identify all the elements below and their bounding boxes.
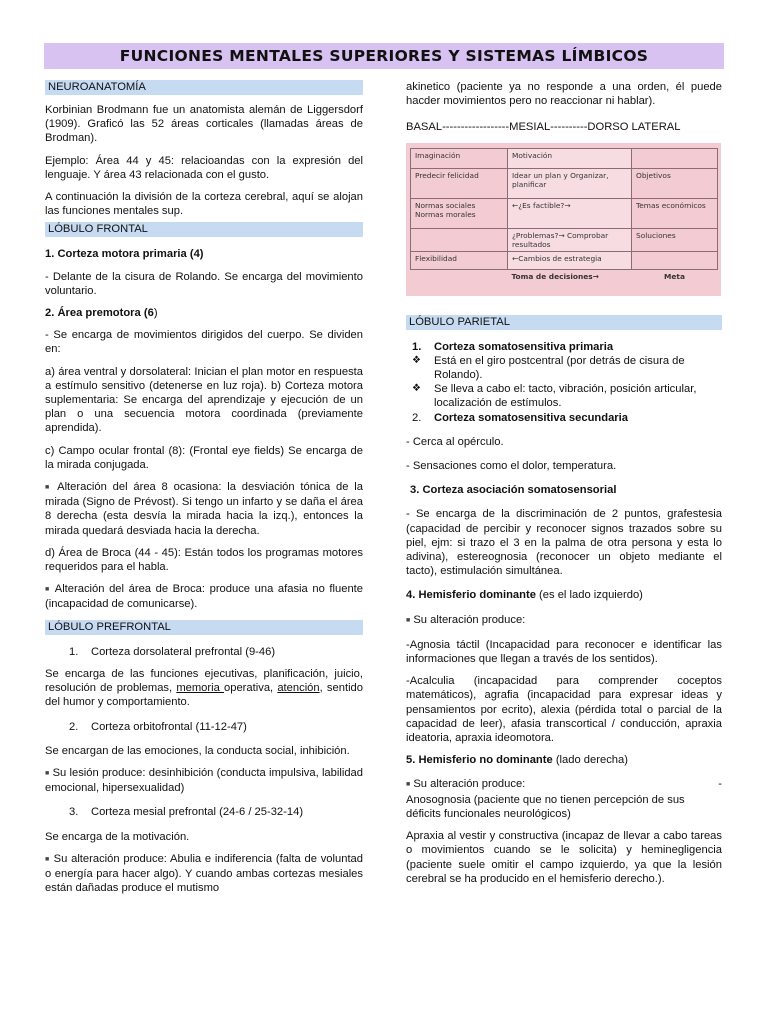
basal-mesial-line: BASAL------------------MESIAL----------DORSO LATERAL [406,121,681,134]
parietal-item-2-text-1: - Cerca al opérculo. [406,435,504,448]
parietal-item-1-bullet-1: ❖ Está en el giro postcentral (por detrás de cisura de Rolando). [412,354,685,382]
diagram-cell: Motivación [508,148,632,168]
page-title: FUNCIONES MENTALES SUPERIORES Y SISTEMAS LÍMBICOS [44,43,724,69]
parietal-item-3-text: - Se encarga de la discriminación de 2 puntos, grafestesia (capacidad de percibir y reconocer signos trazados sobre su piel, ejm: si trazo el 3 en la palma de otra persona y esta lo adivina), estereognosia (reconocer un objeto mediante el tacto), estimulación simultánea. [406,508,722,578]
frontal-item-d: d) Área de Broca (44 - 45): Están todos los programas motores requeridos para el habla. [45,546,363,574]
parietal-item-5-title: 5. Hemisferio no dominante (lado derecha) [406,754,628,767]
right-column [406,80,722,886]
frontal-item-d-alteration: ■ Alteración del área de Broca: produce una afasia no fluente (incapacidad de comunicarse). [45,583,363,611]
diagram-cell [632,148,718,168]
diagram-cell [411,228,508,251]
continuation-text: akinetico (paciente ya no responde a una orden, él puede hacder movimientos pero no reaccionar ni hablar). [406,81,722,108]
parietal-item-5-alteration: ■ Su alteración produce: - Anosognosia (paciente que no tienen percepción de sus déficits funcionales neurológicos) [406,778,722,820]
parietal-item-4-title: 4. Hemisferio dominante (es el lado izquierdo) [406,589,643,602]
section-header-prefrontal: LÓBULO PREFRONTAL [45,620,363,635]
diagram-table [410,148,718,286]
parietal-item-2-title: 2. Corteza somatosensitiva secundaria [412,411,628,424]
prefrontal-diagram-image [406,143,721,296]
frontal-item-1-title: 1. Corteza motora primaria (4) [45,248,204,261]
frontal-item-c-alteration: ■ Alteración del área 8 ocasiona: la desviación tónica de la mirada (Signo de Prévost). Si tengo un infarto y se daña el área 8 derecha (esta desvía la mirada hacia la izq.), entonces la mirada quedará desviada hacia la derecha. [45,481,364,537]
frontal-item-2-ab: a) área ventral y dorsolateral: Inician el plan motor en respuesta a estímulo sensitivo (detenerse en luz roja). b) Corteza motora suplementaria: Se encarga del aprendizaje y ejecución de un plan o una secuencia motora coordinada (previamente aprendida). [45,365,363,435]
frontal-item-2-title: 2. Área premotora (6) [45,307,158,320]
prefrontal-item-2-alteration: ■ Su lesión produce: desinhibición (conducta impulsiva, labilidad emocional, hipersexualidad) [45,766,364,795]
bullet-icon: ■ [45,586,51,594]
diagram-cell: Flexibilidad [411,251,508,269]
bullet-icon: ■ [45,769,50,777]
section-header-neuroanatomia: NEUROANATOMÍA [45,80,363,95]
prefrontal-item-1-title: 1. Corteza dorsolateral prefrontal (9-46) [69,645,276,658]
diagram-cell: Imaginación [411,148,508,168]
left-column [45,80,363,895]
prefrontal-item-2-text: Se encargan de las emociones, la conducta social, inhibición. [45,744,350,757]
diamond-bullet-icon: ❖ [412,383,421,395]
prefrontal-item-3-title: 3. Corteza mesial prefrontal (24-6 / 25-32-14) [69,806,304,819]
diagram-cell: Normas sociales Normas morales [411,198,508,228]
diagram-cell [632,251,718,269]
section-header-frontal: LÓBULO FRONTAL [45,222,363,237]
diagram-cell: ←Cambios de estrategia [508,251,632,269]
parietal-item-4-text-2: -Acalculia (incapacidad para comprender coceptos matemáticos), agrafia (incapacidad para expresar ideas y pensamientos por ecrito), alexia (pérdida total o parcial de la capacidad de leer), afasia transcortical / conducción, apraxia ideatoria, apraxia ideomotora. [406,675,722,745]
bullet-icon: ■ [406,781,411,789]
diagram-cell: Soluciones [632,228,718,251]
neuro-paragraph-2: Ejemplo: Área 44 y 45: relacioandas con la expresión del lenguaje. Y área 43 relacionada con el gusto. [45,154,363,181]
bullet-icon: ■ [406,616,411,624]
diagram-cell [411,269,508,285]
parietal-item-2-text-2: - Sensaciones como el dolor, temperatura. [406,460,617,473]
bullet-icon: ■ [45,855,50,863]
parietal-item-1-title: 1. Corteza somatosensitiva primaria [412,340,614,353]
parietal-item-5-text-2: Apraxia al vestir y constructiva (incapaz de llevar a cabo tareas o movimientos cuando se le solicita) y heminegligencia (paciente suele omitir el campo izquierdo, ya que la lesión cerebral se ha producido en el hemisferio derecho.). [406,830,722,885]
diagram-cell: Temas económicos [632,198,718,228]
neuro-paragraph-3: A continuación la división de la corteza cerebral, aquí se alojan las funciones mentales sup. [45,191,363,218]
diagram-cell: ←¿Es factible?→ [508,198,632,228]
diagram-cell: Predecir felicidad [411,168,508,198]
neuro-paragraph-1: Korbinian Brodmann fue un anatomista alemán de Liggersdorf (1909). Graficó las 52 áreas corticales (llamadas áreas de Brodman). [45,104,363,145]
frontal-item-1-text: - Delante de la cisura de Rolando. Se encarga del movimiento voluntario. [45,270,363,297]
frontal-item-c: c) Campo ocular frontal (8): (Frontal eye fields) Se encarga de la mirada conjugada. [45,444,363,471]
diagram-cell: Idear un plan y Organizar, planificar [508,168,632,198]
frontal-item-2-text: - Se encarga de movimientos dirigidos del cuerpo. Se dividen en: [45,329,363,356]
section-header-parietal: LÓBULO PARIETAL [406,315,722,330]
parietal-item-4-alteration: ■ Su alteración produce: [406,613,526,626]
prefrontal-item-2-title: 2. Corteza orbitofrontal (11-12-47) [69,720,247,733]
prefrontal-item-1-text: Se encarga de las funciones ejecutivas, planificación, juicio, resolución de problemas, memoria operativa, atención, sentido del humor y comportamiento. [45,667,364,709]
parietal-item-1-bullet-2: ❖ Se lleva a cabo el: tacto, vibración, posición articular, localización de estímulos. [412,383,697,410]
bullet-icon: ■ [45,484,52,492]
parietal-item-4-text-1: -Agnosia táctil (Incapacidad para reconocer e identificar las informaciones que llegan a través de los sentidos). [406,638,722,666]
prefrontal-item-3-alteration: ■ Su alteración produce: Abulia e indiferencia (falta de voluntad o energía para hacer algo). Y cuando ambas cortezas mesiales están dañadas produce el mutismo [45,852,363,895]
diamond-bullet-icon: ❖ [412,354,421,366]
diagram-cell: Objetivos [632,168,718,198]
diagram-cell: Meta [664,271,685,281]
parietal-item-3-title: 3. Corteza asociación somatosensorial [410,484,617,497]
diagram-cell: ¿Problemas?→ Comprobar resultados [508,228,632,251]
prefrontal-item-3-text: Se encarga de la motivación. [45,830,190,843]
diagram-cell: Toma de decisiones→ [511,271,599,281]
